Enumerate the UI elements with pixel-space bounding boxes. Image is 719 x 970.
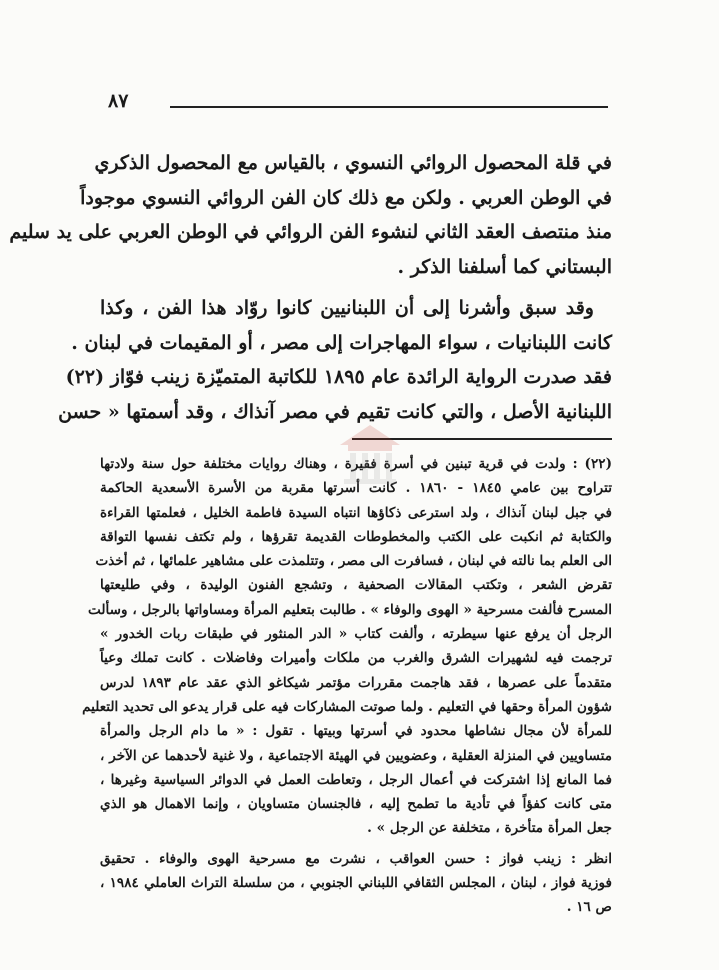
footnote-line: ص ١٦ . <box>566 899 612 916</box>
header-rule <box>170 106 608 108</box>
footnote-line: المسرح فألفت مسرحية « الهوى والوفاء » . طالبت بتعليم المرأة ومساواتها بالرجل ، وسألت <box>88 601 612 618</box>
footnote-line: فوزية فواز ، لبنان ، المجلس الثقافي اللبناني الجنوبي ، من سلسلة التراث العاملي ١٩٨٤ ، <box>100 875 613 892</box>
footnote-line: للمرأة لأن مجال نشاطها محدود في أسرتها وبيتها . تقول : « ما دام الرجل والمرأة <box>100 723 612 740</box>
footnotes <box>82 452 613 920</box>
footnote-line: الرجل أن يرفع عنها سيطرته ، وألفت كتاب « الدر المنثور في طبقات ربات الخدور » <box>100 626 612 643</box>
page-header <box>108 90 608 116</box>
text-line: فقد صدرت الرواية الرائدة عام ١٨٩٥ للكاتبة المتميّزة زينب فوّاز (٢٢) <box>65 366 612 388</box>
text-line: في الوطن العربي . ولكن مع ذلك كان الفن الروائي النسوي موجوداً <box>80 186 612 209</box>
page-number: ٨٧ <box>108 90 129 112</box>
footnote-line: شؤون المرأة وحقها في التعليم . ولما صوتت المشاركات فيه على قرار يدعو الى تحديد التعليم <box>82 698 612 715</box>
text-line: وقد سبق وأشرنا إلى أن اللبنانيين كانوا روّاد هذا الفن ، وكذا <box>100 297 594 319</box>
footnote-line: فما المانع إذا اشتركت في أعمال الرجل ، وتعاطت العمل في الدوائر السياسية وغيرها ، <box>100 771 612 788</box>
footnote-line: متى كانت كفؤاً في تأدية ما تطمح إليه ، فالجنسان متساويان ، وإنما الاهمال هو الذي <box>100 796 612 813</box>
footnote-line: الى العلم بما نالته في لبنان ، فسافرت الى مصر ، وتتلمذت على مشاهير علمائها ، ثم أخذت <box>95 553 612 570</box>
footnote-separator <box>352 438 612 440</box>
footnote-line: جعل المرأة متأخرة ، متخلفة عن الرجل » . <box>367 820 612 837</box>
text-line: البستاني كما أسلفنا الذكر . <box>397 255 612 278</box>
paragraph-2 <box>58 291 612 429</box>
text-line: في قلة المحصول الروائي النسوي ، بالقياس مع المحصول الذكري <box>94 152 612 174</box>
footnote-line: ترجمت فيه لشهيرات الشرق والغرب من ملكات وأميرات وفاضلات . كانت تملك وعياً <box>100 650 612 667</box>
paragraph-1 <box>9 146 612 284</box>
footnote-line: متقدماً على عصرها ، فقد هاجمت مقررات مؤتمر شيكاغو الذي عقد عام ١٨٩٣ لدرس <box>100 674 612 691</box>
footnote-line: تقرض الشعر ، وتكتب المقالات الصحفية ، وتشجع الفنون الوليدة ، وفي طليعتها <box>100 577 612 594</box>
footnote-line: (٢٢) : ولدت في قرية تبنين في أسرة فقيرة ، وهناك روايات مختلفة حول سنة ولادتها <box>100 456 612 472</box>
footnote-line: والكتابة ثم انكبت على الكتب والمخطوطات القديمة تقرؤها ، ولم تكتف نفسها التواقة <box>100 528 612 545</box>
footnote-line: متساويين في المنزلة العقلية ، وعضويين في الهيئة الاجتماعية ، ولا غنية لأحدهما عن الآخر ، <box>100 747 612 764</box>
text-line: اللبنانية الأصل ، والتي كانت تقيم في مصر آنذاك ، وقد أسمتها « حسن <box>58 400 612 423</box>
footnote-line: في جبل لبنان آنذاك ، ولد استرعى ذكاؤها انتباه السيدة فاطمة الخليل ، فعلمتها القراءة <box>100 504 612 521</box>
footnote-line: تتراوح بين عامي ١٨٤٥ - ١٨٦٠ . كانت أسرتها مقربة من الأسرة الأسعدية الحاكمة <box>100 480 612 497</box>
text-line: كانت اللبنانيات ، سواء المهاجرات إلى مصر ، أو المقيمات في لبنان . <box>71 331 612 354</box>
footnote-line: انظر : زينب فواز : حسن العواقب ، نشرت مع مسرحية الهوى والوفاء . تحقيق <box>100 850 612 867</box>
text-line: منذ منتصف العقد الثاني لنشوء الفن الروائي في الوطن العربي على يد سليم <box>9 221 612 243</box>
footnote-reference <box>100 847 612 920</box>
footnote-22 <box>82 452 612 841</box>
